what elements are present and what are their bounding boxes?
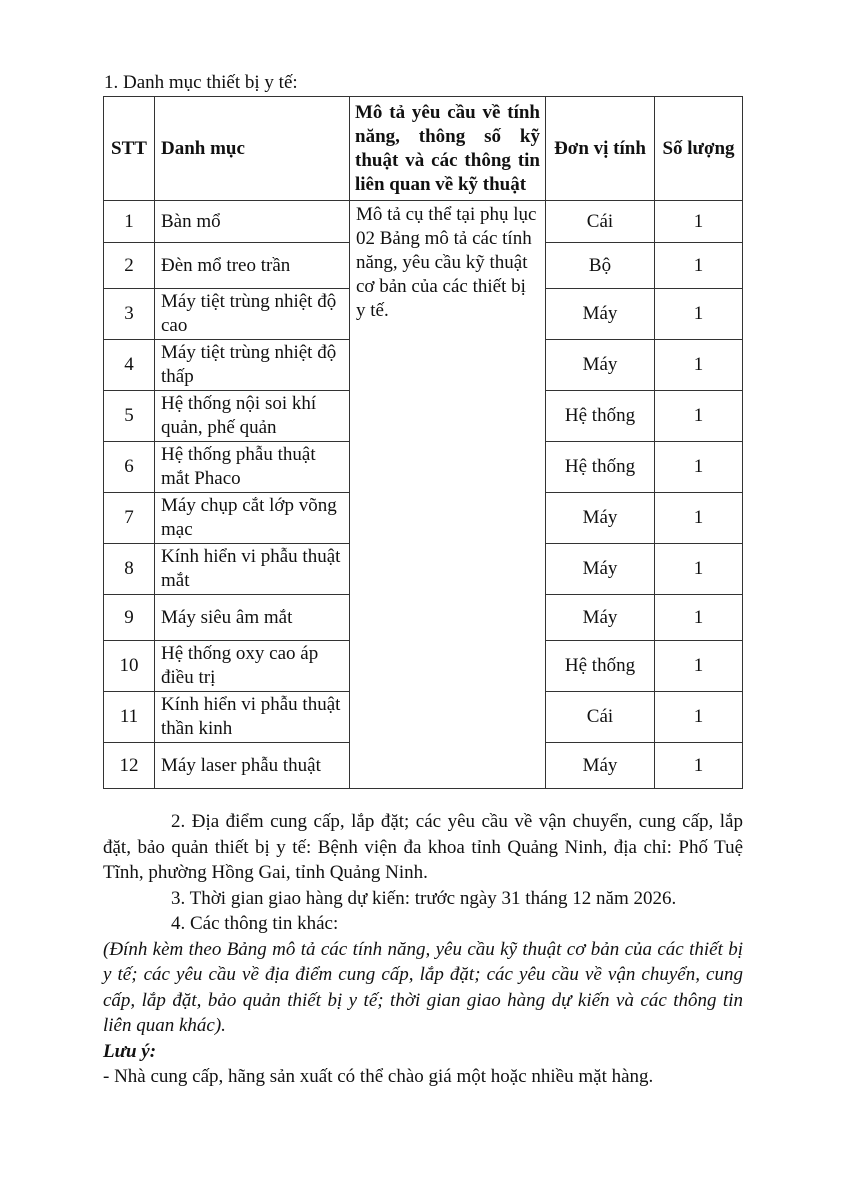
header-quantity: Số lượng — [655, 97, 743, 201]
document-page — [103, 70, 743, 1090]
equipment-table — [103, 96, 743, 789]
cell-stt: 11 — [104, 692, 155, 743]
cell-unit: Máy — [546, 289, 655, 340]
cell-quantity: 1 — [655, 692, 743, 743]
cell-stt: 2 — [104, 243, 155, 289]
cell-name: Hệ thống nội soi khí quản, phế quản — [155, 391, 350, 442]
cell-name: Máy chụp cắt lớp võng mạc — [155, 493, 350, 544]
cell-name: Máy tiệt trùng nhiệt độ cao — [155, 289, 350, 340]
cell-stt: 8 — [104, 544, 155, 595]
cell-stt: 10 — [104, 641, 155, 692]
section-4-other-info: 4. Các thông tin khác: — [171, 913, 339, 934]
cell-quantity: 1 — [655, 243, 743, 289]
cell-quantity: 1 — [655, 340, 743, 391]
cell-unit: Hệ thống — [546, 641, 655, 692]
cell-name: Máy tiệt trùng nhiệt độ thấp — [155, 340, 350, 391]
section-2-delivery-location: 2. Địa điểm cung cấp, lắp đặt; các yêu cầu về vận chuyển, cung cấp, lắp đặt, bảo quản thiết bị y tế: Bệnh viện đa khoa tỉnh Quảng Ninh, địa chỉ: Phố Tuệ Tĩnh, phường Hồng Gai, tỉnh Quảng Ninh. — [103, 811, 743, 883]
cell-stt: 3 — [104, 289, 155, 340]
cell-quantity: 1 — [655, 289, 743, 340]
cell-name: Đèn mổ treo trần — [155, 243, 350, 289]
cell-unit: Cái — [546, 201, 655, 243]
cell-quantity: 1 — [655, 595, 743, 641]
note-title: Lưu ý: — [103, 1040, 157, 1062]
cell-unit: Hệ thống — [546, 442, 655, 493]
cell-name: Máy laser phẫu thuật — [155, 743, 350, 789]
header-unit: Đơn vị tính — [546, 97, 655, 201]
cell-unit: Hệ thống — [546, 391, 655, 442]
cell-quantity: 1 — [655, 641, 743, 692]
cell-name: Hệ thống oxy cao áp điều trị — [155, 641, 350, 692]
cell-unit: Cái — [546, 692, 655, 743]
cell-name: Bàn mổ — [155, 201, 350, 243]
cell-unit: Máy — [546, 493, 655, 544]
cell-unit: Máy — [546, 595, 655, 641]
cell-name: Máy siêu âm mắt — [155, 595, 350, 641]
cell-quantity: 1 — [655, 442, 743, 493]
cell-unit: Bộ — [546, 243, 655, 289]
cell-unit: Máy — [546, 340, 655, 391]
header-stt: STT — [104, 97, 155, 201]
note-item: - Nhà cung cấp, hãng sản xuất có thể chào giá một hoặc nhiều mặt hàng. — [103, 1066, 654, 1087]
cell-stt: 9 — [104, 595, 155, 641]
cell-unit: Máy — [546, 544, 655, 595]
cell-stt: 5 — [104, 391, 155, 442]
cell-stt: 6 — [104, 442, 155, 493]
cell-quantity: 1 — [655, 493, 743, 544]
cell-name: Kính hiển vi phẫu thuật mắt — [155, 544, 350, 595]
attachment-note: (Đính kèm theo Bảng mô tả các tính năng, yêu cầu kỹ thuật cơ bản của các thiết bị y tế; các yêu cầu về địa điểm cung cấp, lắp đặt; các yêu cầu về vận chuyển, cung cấp, lắp đặt, bảo quản thiết bị y tế; thời gian giao hàng dự kiến và các thông tin liên quan khác). — [103, 938, 743, 1036]
cell-unit: Máy — [546, 743, 655, 789]
cell-stt: 1 — [104, 201, 155, 243]
table-row — [104, 201, 743, 243]
cell-quantity: 1 — [655, 743, 743, 789]
cell-description-merged: Mô tả cụ thể tại phụ lục 02 Bảng mô tả các tính năng, yêu cầu kỹ thuật cơ bản của các thiết bị y tế. — [350, 201, 546, 789]
section-1-title: 1. Danh mục thiết bị y tế: — [104, 72, 298, 93]
section-3-delivery-time: 3. Thời gian giao hàng dự kiến: trước ngày 31 tháng 12 năm 2026. — [171, 887, 677, 909]
header-description: Mô tả yêu cầu về tính năng, thông số kỹ thuật và các thông tin liên quan về kỹ thuật — [350, 97, 546, 201]
table-header-row — [104, 97, 743, 201]
cell-stt: 4 — [104, 340, 155, 391]
cell-name: Hệ thống phẫu thuật mắt Phaco — [155, 442, 350, 493]
cell-quantity: 1 — [655, 391, 743, 442]
cell-stt: 12 — [104, 743, 155, 789]
cell-quantity: 1 — [655, 544, 743, 595]
header-category: Danh mục — [155, 97, 350, 201]
cell-name: Kính hiển vi phẫu thuật thần kinh — [155, 692, 350, 743]
cell-quantity: 1 — [655, 201, 743, 243]
cell-stt: 7 — [104, 493, 155, 544]
